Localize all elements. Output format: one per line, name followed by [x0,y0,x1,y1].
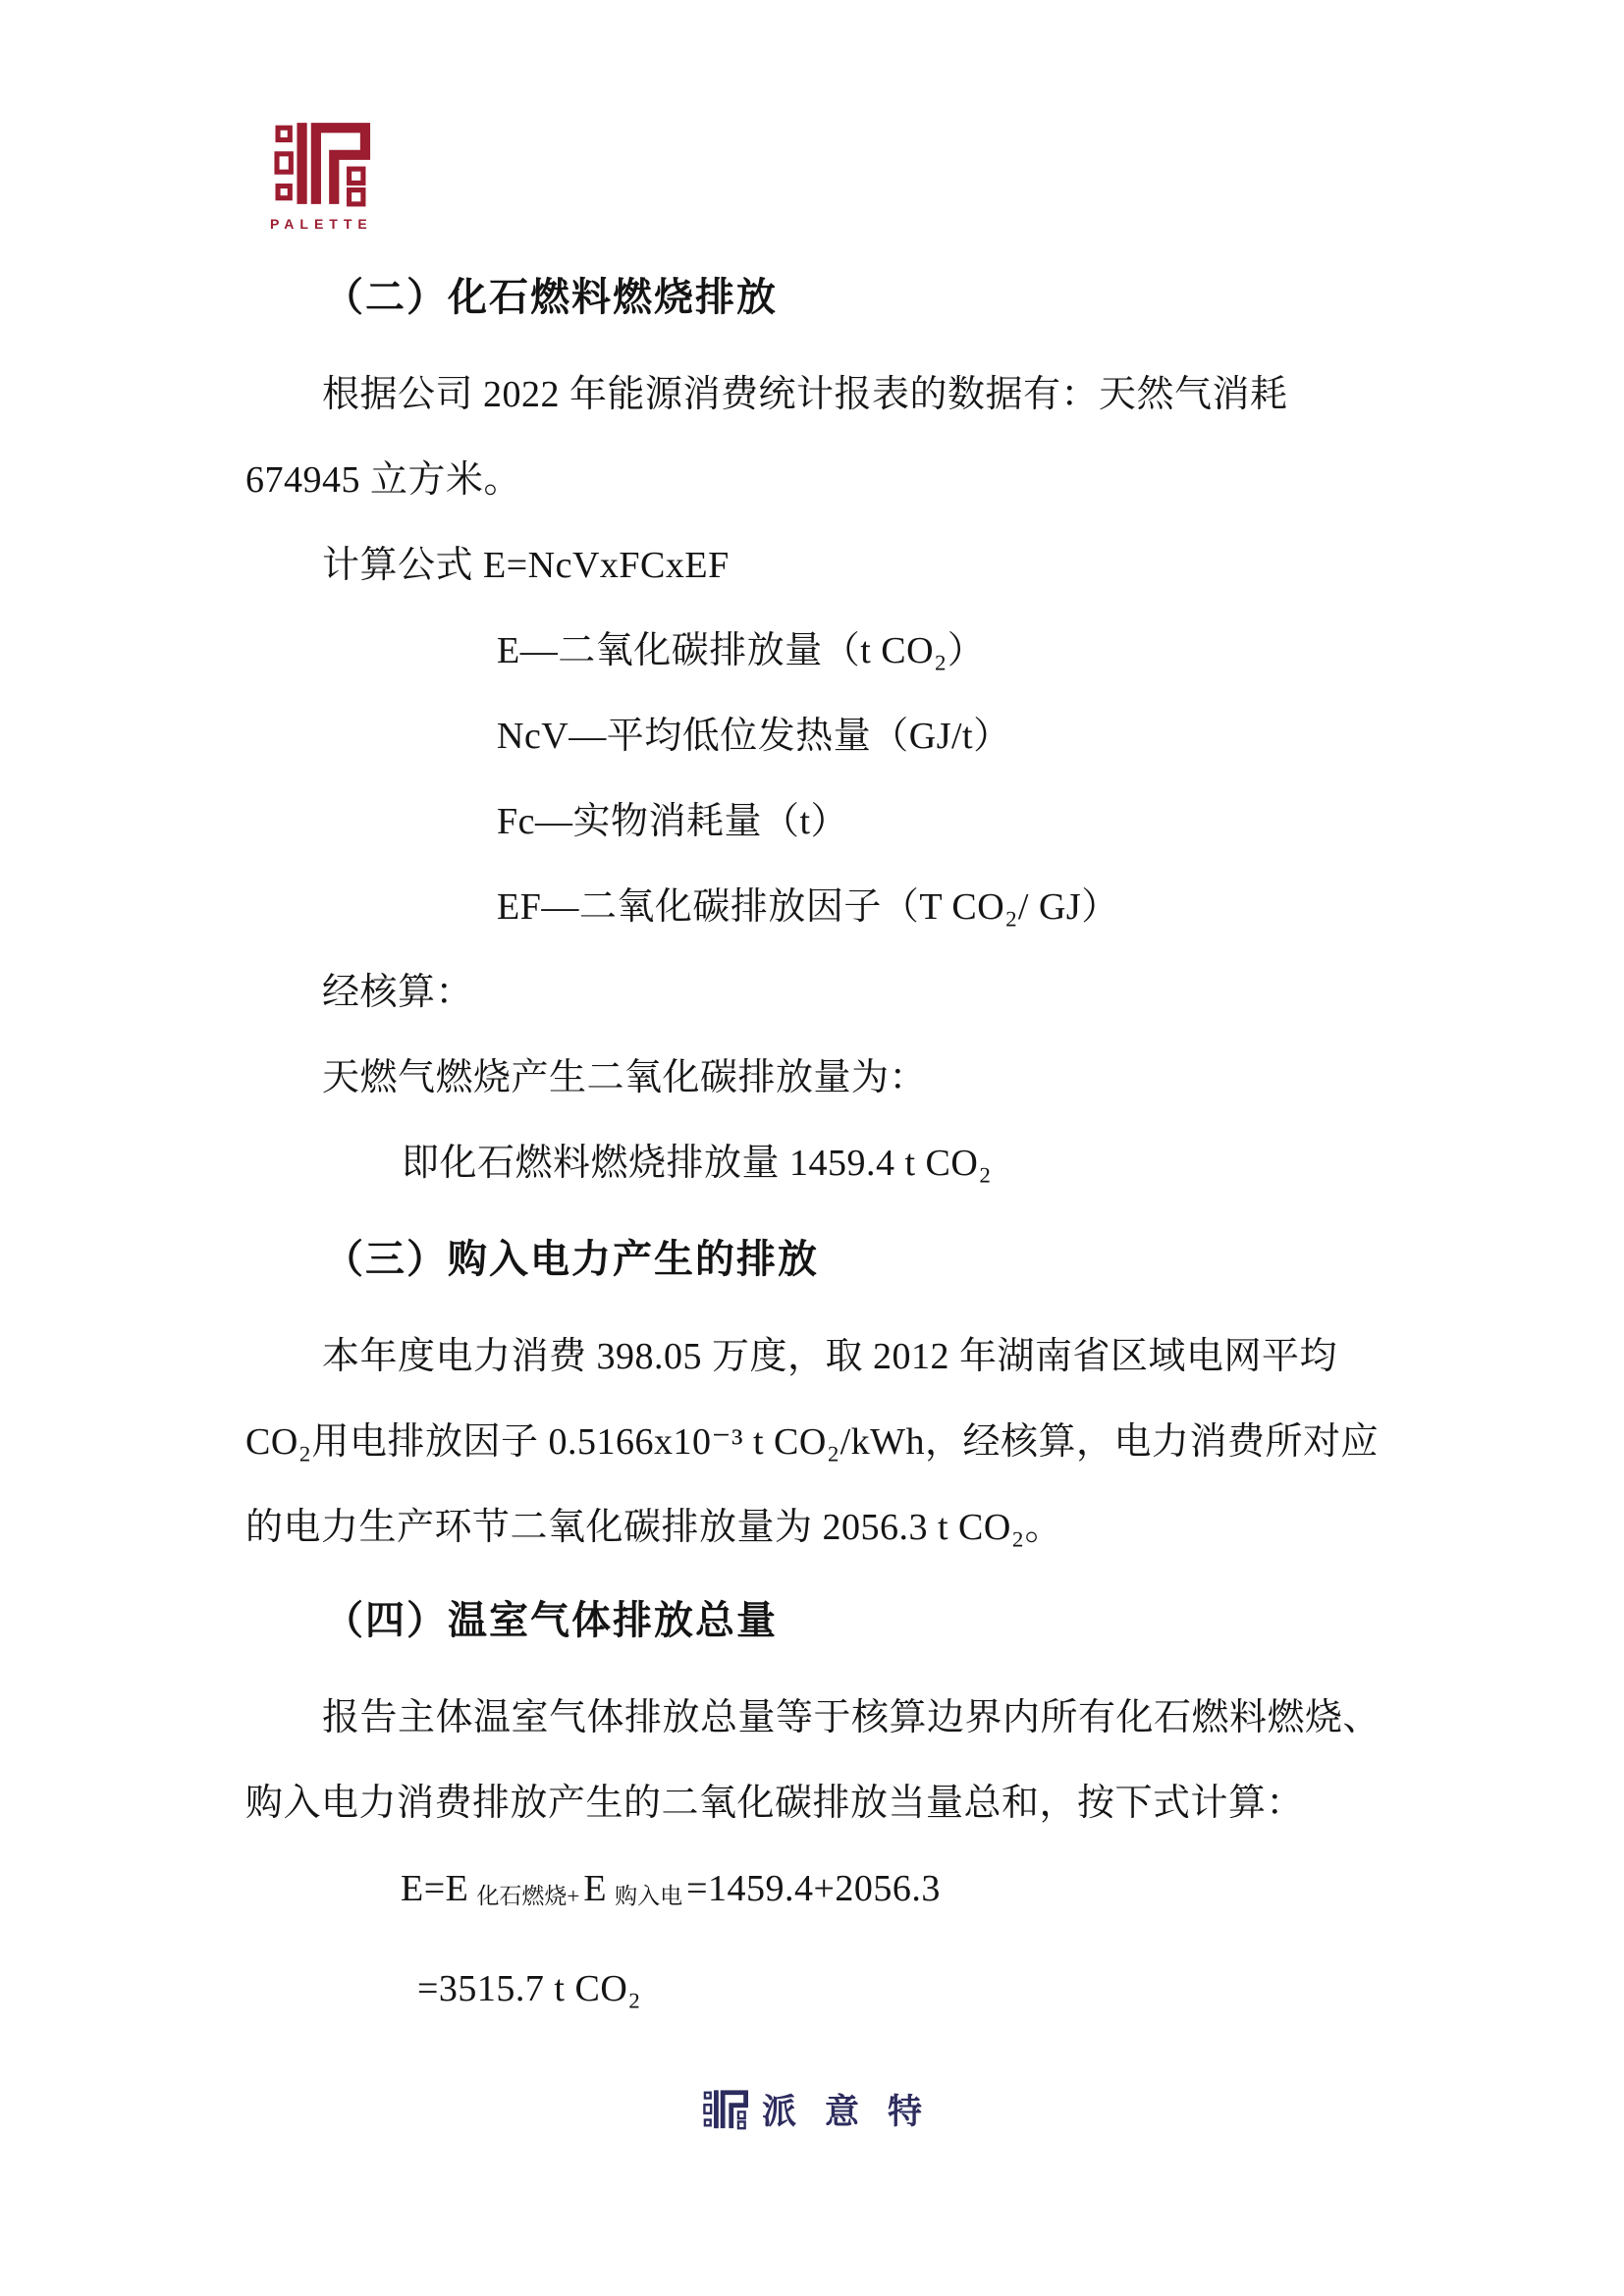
paragraph-electricity-line1: 本年度电力消费 398.05 万度，取 2012 年湖南省区域电网平均 [322,1336,1338,1377]
total-emission-formula [401,1866,941,1913]
palette-footer-logo-icon [703,2087,748,2132]
header-brand-logo [270,118,388,232]
brand-wordmark: PALETTE [270,216,373,232]
definition-e: E—二氧化碳排放量（t CO₂） [497,630,986,671]
formula-part-e-eq: E=E [401,1868,469,1909]
footer-brand [703,2085,950,2134]
total-emission-result: =3515.7 t CO₂ [417,1968,642,2009]
paragraph-energy-consumption-line1: 根据公司 2022 年能源消费统计报表的数据有：天然气消耗 [322,374,1288,415]
definition-fc: Fc—实物消耗量（t） [497,801,849,842]
paragraph-energy-consumption-line2: 674945 立方米。 [245,459,522,501]
formula-sub-purchased: 购入电 [615,1884,683,1908]
gas-emission-result-label: 天燃气燃烧产生二氧化碳排放量为： [322,1057,928,1098]
formula-intro-line: 计算公式 E=NcVxFCxEF [322,545,730,586]
definition-ef: EF—二氧化碳排放因子（T CO₂/ GJ） [497,886,1119,928]
paragraph-electricity-line3: 的电力生产环节二氧化碳排放量为 2056.3 t CO₂。 [245,1507,1063,1548]
palette-logo-icon [270,118,374,210]
section-heading-total-ghg: （四）温室气体排放总量 [324,1599,778,1642]
paragraph-electricity-line2: CO₂用电排放因子 0.5166x10⁻³ t CO₂/kWh，经核算，电力消费所对应 [245,1421,1380,1463]
paragraph-total-line1: 报告主体温室气体排放总量等于核算边界内所有化石燃料燃烧、 [322,1697,1381,1738]
formula-part-sum: =1459.4+2056.3 [686,1868,941,1909]
section-heading-fossil-fuel: （二）化石燃料燃烧排放 [324,276,778,319]
definition-ncv: NcV—平均低位发热量（GJ/t） [497,716,1011,757]
formula-sub-fossil: 化石燃烧+ [476,1884,580,1908]
fossil-emission-result: 即化石燃料燃烧排放量 1459.4 t CO₂ [402,1143,993,1184]
formula-part-e2: E [583,1868,608,1909]
footer-brand-name: 派意特 [762,2093,951,2131]
paragraph-total-line2: 购入电力消费排放产生的二氧化碳排放当量总和，按下式计算： [245,1783,1305,1824]
section-heading-purchased-electricity: （三）购入电力产生的排放 [324,1238,819,1281]
after-accounting-label: 经核算： [322,972,474,1013]
